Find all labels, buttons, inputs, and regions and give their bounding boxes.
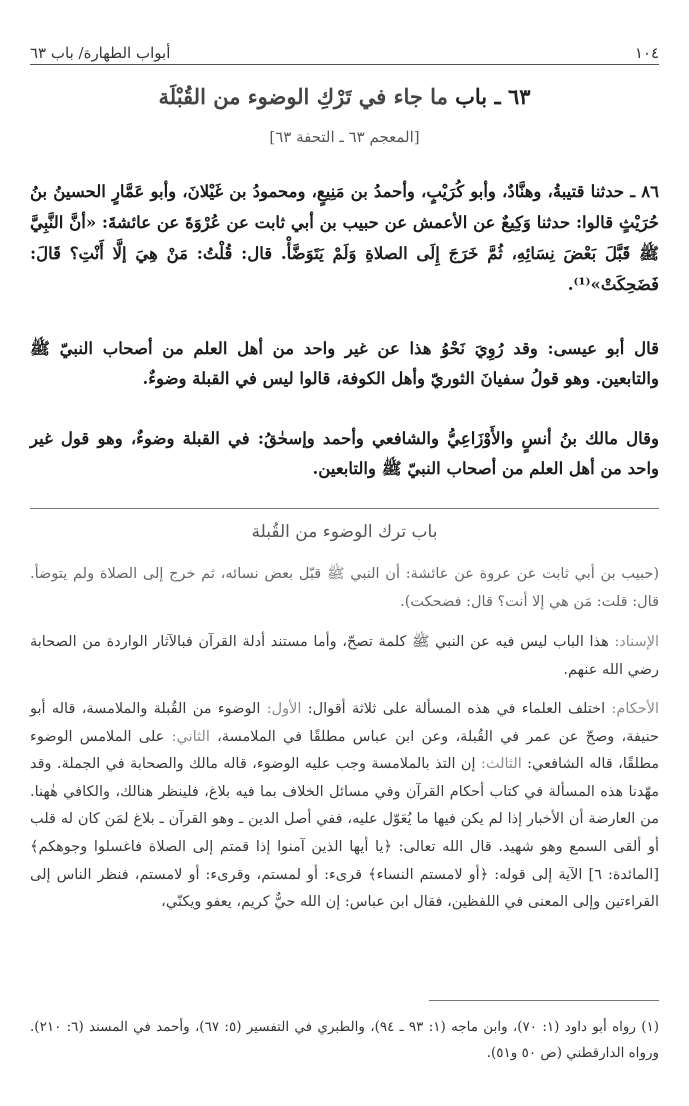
isnad-paragraph	[30, 628, 659, 684]
hadith-haddathana: حدثنا	[590, 182, 625, 201]
first-opinion-label: الأول:	[266, 701, 302, 717]
hadith-number: ٨٦ ـ	[630, 182, 659, 201]
hadith-text	[30, 176, 659, 300]
page-number: ١٠٤	[634, 44, 659, 62]
isnad-text: هذا الباب ليس فيه عن النبي ﷺ كلمة تصحّ، وأما مستند أدلة القرآن فبالآثار الواردة من الصحابة رضي الله عنهم.	[30, 634, 659, 678]
commentary-divider	[30, 508, 659, 509]
commentary-quote: (حبيب بن أبي ثابت عن عروة عن عائشة: أن النبي ﷺ قبّل بعض نسائه، ثم خرج إلى الصلاة ولم يتوضأ. قال: قلت: مَن هي إلا أنت؟ قال: فضحكت).	[30, 566, 659, 610]
second-opinion-label: الثاني:	[171, 728, 210, 745]
chapter-title-lead: ٦٣ ـ باب	[455, 84, 531, 109]
hadith-body: قتيبةُ، وهنَّادٌ، وأبو كُرَيْبٍ، وأحمدُ بن مَنِيعٍ، ومحمودُ بن غَيْلانَ، وأبو عَمَّارٍ الحسينُ بنُ حُرَيْثٍ قالوا: حدثنا وَكِيعٌ عن الأعمش عن حبيب بن أبي ثابت عن عُرْوَةَ عن عائشةَ: «أنَّ النَّبِيَّ ﷺ قَبَّلَ بَعْضَ نِسَائِهِ، ثُمَّ خَرَجَ إِلَى الصلاةِ وَلَمْ يَتَوَضَّأْ. قال: قُلْتُ: مَنْ هِيَ إلَّا أَنْتِ؟ قَالَ: فَضَحِكَتْ»⁽¹⁾.	[30, 182, 659, 294]
chapter-title	[30, 84, 659, 109]
isnad-label: الإسناد:	[614, 634, 659, 650]
page-header	[30, 36, 659, 62]
abu-isa-note: قال أبو عيسى: وقد رُوِيَ نَحْوُ هذا عن غير واحد من أهل العلم من أصحاب النبيّ ﷺ والتابعين. وهو قولُ سفيانَ الثوريّ وأهل الكوفة، قالوا ليس في القبلة وضوءٌ.	[30, 339, 659, 388]
ahkam-paragraph	[30, 696, 659, 917]
ahkam-text-2: الوضوء من القُبلة والملامسة، قاله أبو حنيفة، وصحّ عن عمر في القُبلة، وعن ابن عباس مطلقًا في الملامسة،	[30, 701, 660, 745]
ahkam-label: الأحكام:	[611, 701, 660, 717]
footnote-divider	[429, 1000, 659, 1001]
chapter-title-text: ما جاء في تَرْكِ الوضوء من القُبْلَة	[158, 84, 448, 109]
chapter-reference: [المعجم ٦٣ ـ التحفة ٦٣]	[269, 128, 420, 146]
ahkam-text-4: إن التذ بالملامسة وجب عليه الوضوء، قاله مالك والصحابة في الجملة. وقد مهّدنا هذه المسألة في كتاب أحكام القرآن وفي مسائل الخلاف بما فيه بلاغ، فلينظر هنالك، والكافي هٰهنا. من العارضة أن الأخبار إذا لم يكن فيها ما يُعَوّل عليه، ففي أصل الدين ـ وهو القرآن ـ بلاغ لمَن كان له قلب أو ألقى السمع وهو شهيد. قال الله تعالى: ﴿يا أيها الذين آمنوا إذا قمتم إلى الصلاة فاغسلوا وجوهكم﴾ [المائدة: ٦] الآية إلى قوله: ﴿أو لامستم النساء﴾ قرىء: أو لمستم، وقرىء: أو لامستم، فنظر الناس إلى القراءتين وإلى المعنى في اللفظين، فقال ابن عباس: إن الله حيٌّ كريم، يعفو ويكنّي،	[30, 756, 659, 911]
ahkam-text-3: على الملامس الوضوء مطلقًا، قاله الشافعي:	[30, 728, 659, 773]
third-opinion-label: الثالث:	[480, 756, 522, 773]
header-divider	[30, 64, 659, 65]
scholars-note: وقال مالك بنُ أنسٍ والأَوْزَاعِيُّ والشافعي وأحمد وإسحٰقُ: في القبلة وضوءٌ، وهو قول غير واحد من أهل العلم من أصحاب النبيّ ﷺ والتابعين.	[30, 429, 659, 478]
running-title: أبواب الطهارة/ باب ٦٣	[30, 44, 171, 62]
ahkam-text-1: اختلف العلماء في هذه المسألة على ثلاثة أقوال:	[307, 701, 606, 717]
footnote: (١) رواه أبو داود (١: ٧٠)، وابن ماجه (١: ٩٣ ـ ٩٤)، والطبري في التفسير (٥: ٦٧)، وأحمد في المسند (٦: ٢١٠). ورواه الدارقطني (ص ٥٠ و٥١).	[30, 1019, 660, 1061]
commentary-title: باب ترك الوضوء من القُبلة	[251, 522, 438, 542]
